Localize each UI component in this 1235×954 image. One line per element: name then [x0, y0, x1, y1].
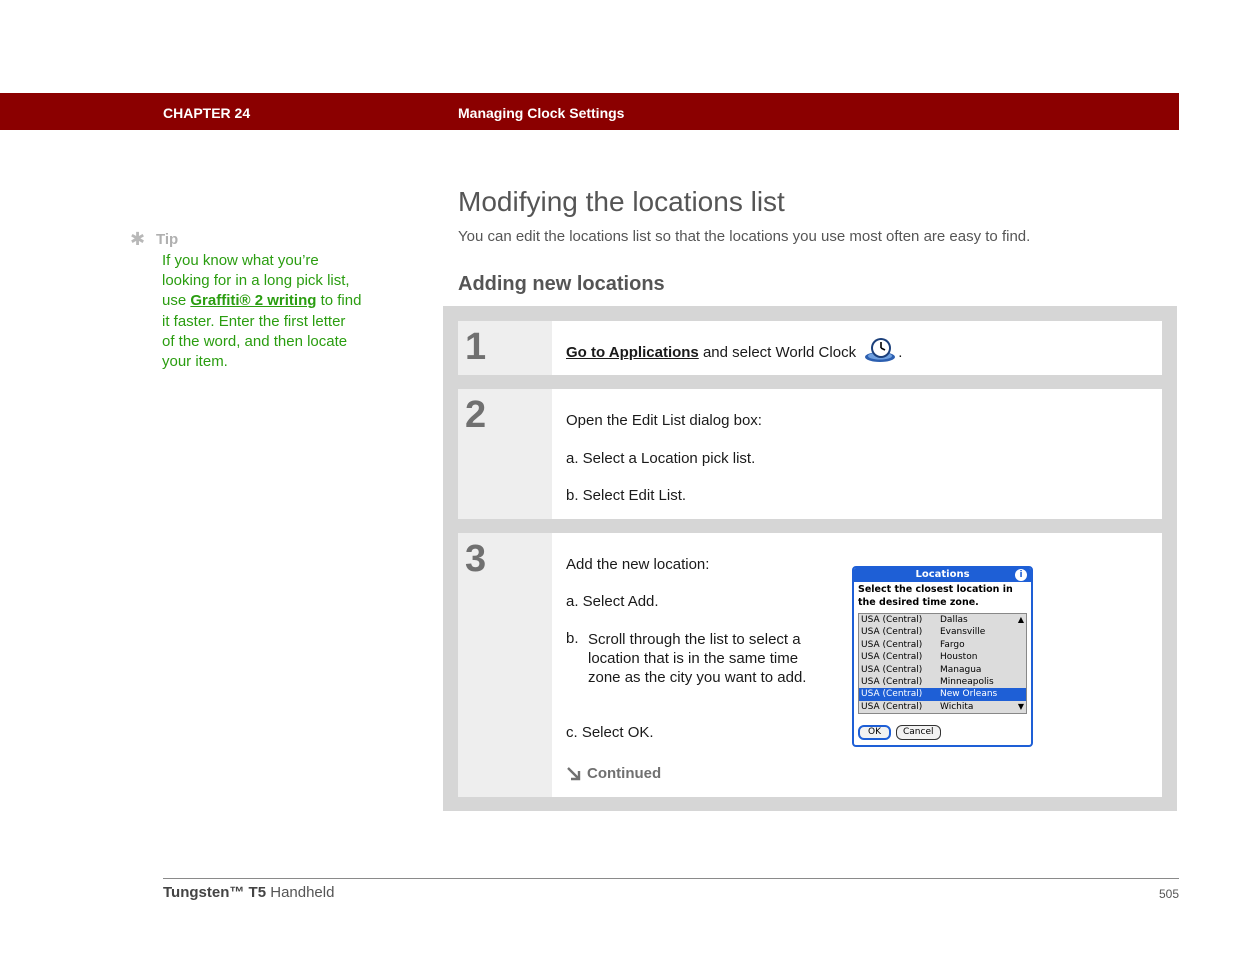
tip-text: [162, 251, 362, 372]
step-3-b-text: Scroll through the list to select a location that is in the same time zone as the city you want to add.: [588, 631, 807, 686]
location-list-row[interactable]: [859, 688, 1026, 700]
dialog-prompt: [854, 582, 1031, 611]
location-list-row[interactable]: [859, 614, 1026, 626]
scroll-down-icon[interactable]: ▼: [1017, 702, 1024, 712]
step-number: 3: [465, 538, 487, 580]
location-zone: USA (Central): [861, 639, 923, 650]
step-2-a: a. Select a Location pick list.: [566, 450, 756, 467]
graffiti-writing-link[interactable]: Graffiti® 2 writing: [190, 292, 317, 310]
step-1-period: .: [898, 343, 903, 361]
step-3-b-marker: b.: [566, 630, 579, 647]
step-content: [552, 321, 1162, 375]
location-city: New Orleans: [940, 689, 998, 700]
intro-text: You can edit the locations list so that the locations you use most often are easy to find.: [458, 228, 1031, 245]
info-icon: i: [1015, 569, 1027, 581]
location-zone: USA (Central): [861, 664, 923, 675]
cancel-button[interactable]: Cancel: [896, 725, 941, 740]
location-list-row[interactable]: [859, 626, 1026, 638]
world-clock-icon: [864, 337, 896, 363]
step-3-c: c. Select OK.: [566, 724, 654, 741]
chapter-title: Managing Clock Settings: [458, 105, 625, 121]
dialog-prompt-line-1: Select the closest location in: [858, 584, 1013, 595]
location-list-row[interactable]: [859, 639, 1026, 651]
step-number-cell: [458, 389, 552, 519]
location-zone: USA (Central): [861, 676, 923, 687]
step-number-cell: [458, 321, 552, 375]
step-1-instruction: and select World Clock: [698, 343, 857, 361]
continued-label: Continued: [587, 765, 662, 782]
continued-link[interactable]: [566, 765, 661, 782]
page-number: 505: [1158, 887, 1179, 901]
location-zone: USA (Central): [861, 627, 923, 638]
step-2-b: b. Select Edit List.: [566, 487, 687, 504]
step-3-intro: Add the new location:: [566, 556, 710, 573]
location-list-row[interactable]: [859, 701, 1026, 713]
location-city: Dallas: [940, 615, 968, 625]
location-city: Wichita: [940, 701, 974, 712]
location-list-row[interactable]: [859, 651, 1026, 663]
step-3: [458, 533, 1162, 797]
step-3-a: a. Select Add.: [566, 593, 659, 610]
location-zone: USA (Central): [861, 652, 923, 663]
arrow-down-right-icon: [566, 766, 583, 781]
location-list-row[interactable]: [859, 676, 1026, 688]
location-city: Houston: [940, 652, 978, 663]
ok-button[interactable]: OK: [858, 725, 891, 740]
footer-product: [163, 884, 334, 901]
dialog-title-bar: [854, 568, 1031, 582]
step-2-intro: Open the Edit List dialog box:: [566, 412, 762, 429]
tip-text-before: If you know what you’re looking for in a long pick list, use: [162, 252, 350, 310]
locations-dialog-screenshot: [852, 566, 1033, 747]
location-city: Managua: [940, 664, 982, 675]
footer-product-name: Tungsten™ T5: [163, 884, 267, 901]
location-zone: USA (Central): [861, 615, 923, 625]
asterisk-icon: ✱: [130, 229, 146, 249]
step-number-cell: [458, 533, 552, 797]
step-number: 1: [465, 326, 487, 368]
dialog-title: Locations: [915, 569, 970, 580]
section-heading: Adding new locations: [458, 273, 665, 295]
location-zone: USA (Central): [861, 689, 923, 700]
step-content: [552, 533, 1162, 797]
footer-product-suffix: Handheld: [266, 884, 335, 901]
step-2: [458, 389, 1162, 519]
location-list-row[interactable]: [859, 664, 1026, 676]
step-1-text: [566, 343, 902, 363]
step-content: [552, 389, 1162, 519]
tip-header: [130, 230, 360, 248]
location-pick-list[interactable]: [858, 613, 1027, 714]
tip-label: Tip: [156, 230, 179, 248]
location-city: Evansville: [940, 627, 986, 638]
dialog-buttons: [858, 725, 941, 740]
scroll-up-icon[interactable]: ▲: [1017, 615, 1024, 624]
footer-rule: [163, 878, 1179, 879]
chapter-number: CHAPTER 24: [163, 105, 251, 121]
page-title: Modifying the locations list: [458, 186, 785, 217]
tip-text-after: to find it faster. Enter the first letter of the word, and then locate your item.: [162, 292, 362, 371]
location-zone: USA (Central): [861, 701, 923, 712]
go-to-applications-link[interactable]: Go to Applications: [566, 343, 699, 361]
location-city: Minneapolis: [940, 676, 994, 687]
location-city: Fargo: [940, 639, 965, 650]
tip-sidebar: [130, 230, 360, 372]
step-1: [458, 321, 1162, 375]
dialog-prompt-line-2: the desired time zone.: [858, 596, 979, 608]
step-number: 2: [465, 394, 487, 436]
